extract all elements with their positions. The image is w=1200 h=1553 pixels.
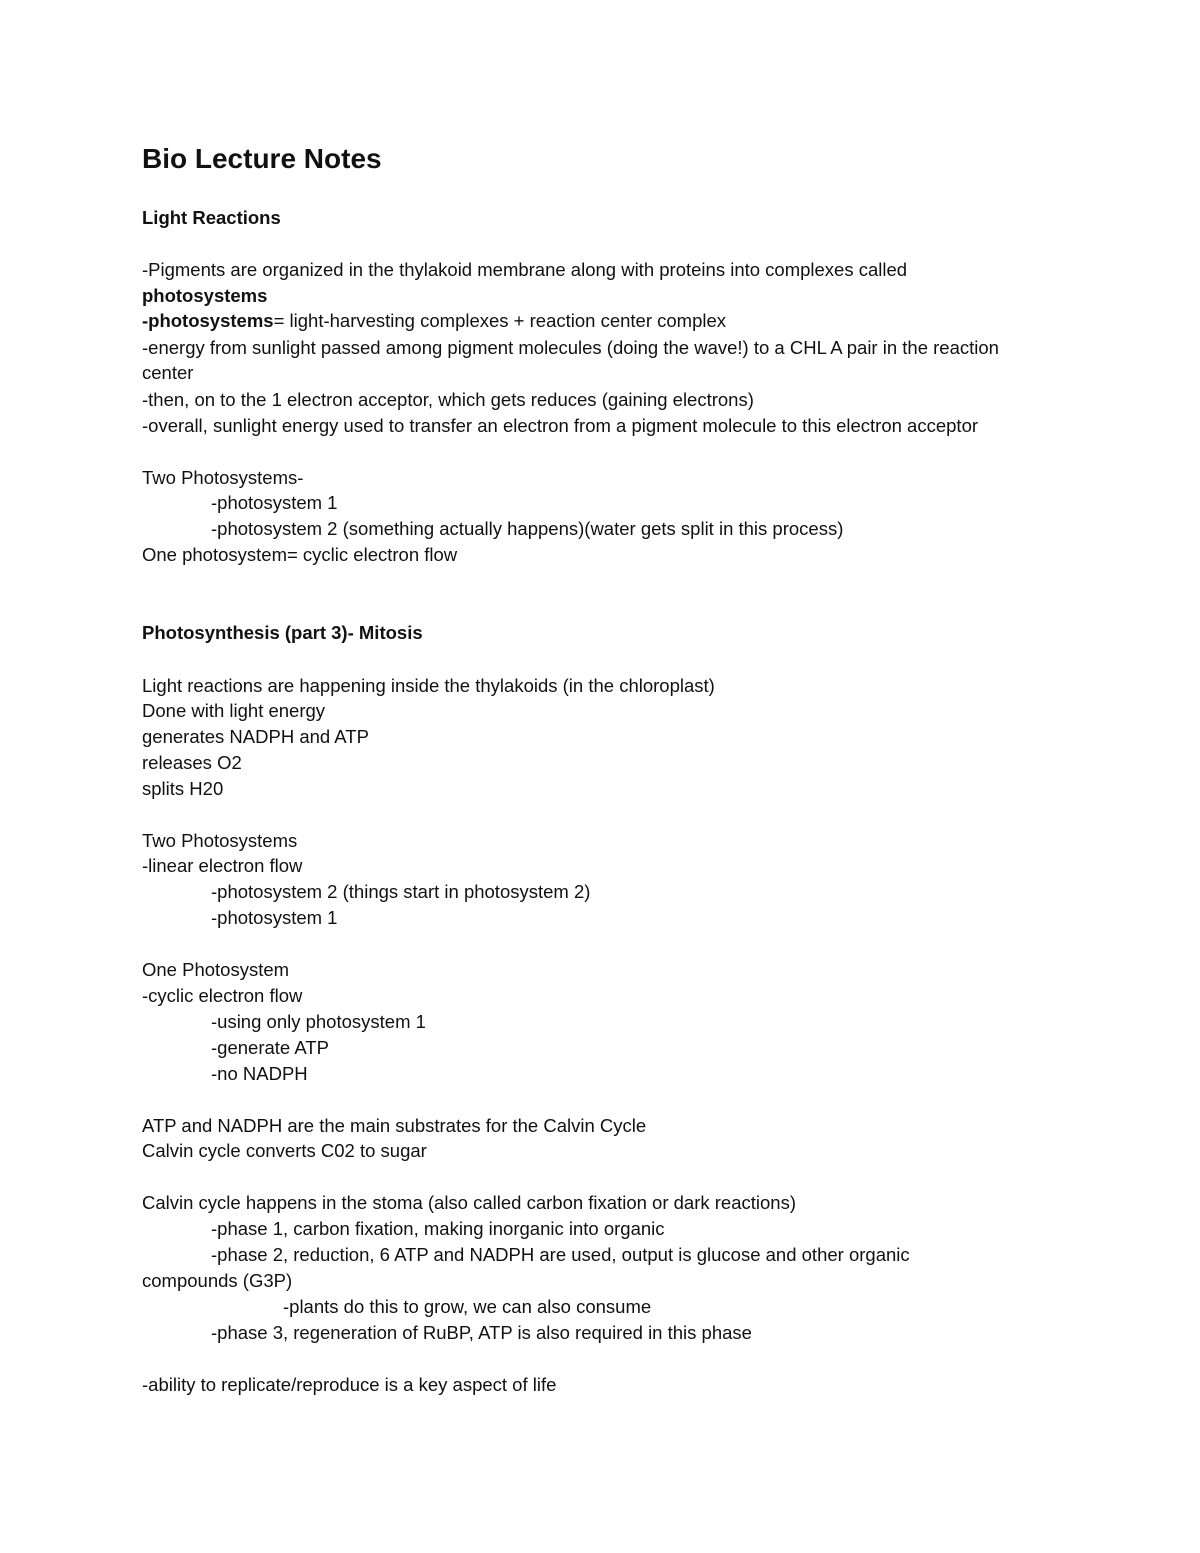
calvin-converts-line: Calvin cycle converts C02 to sugar [142, 1140, 427, 1161]
two-photosystems-label: Two Photosystems [142, 830, 298, 851]
photosystems-definition [142, 310, 726, 332]
then-line: -then, on to the 1 electron acceptor, which gets reduces (gaining electrons) [142, 389, 754, 410]
definition-text: = light-harvesting complexes + reaction center complex [273, 310, 727, 331]
fact-line: splits H20 [142, 778, 224, 799]
atp-nadph-line: ATP and NADPH are the main substrates for the Calvin Cycle [142, 1115, 647, 1136]
list-item: -using only photosystem 1 [211, 1011, 426, 1032]
definition-term: -photosystems [142, 310, 274, 331]
phase-2-line: -phase 2, reduction, 6 ATP and NADPH are used, output is glucose and other organic [211, 1244, 910, 1265]
overall-line: -overall, sunlight energy used to transfer an electron from a pigment molecule to this electron acceptor [142, 415, 979, 436]
fact-line: Done with light energy [142, 700, 326, 721]
fact-line: generates NADPH and ATP [142, 726, 369, 747]
fact-line: releases O2 [142, 752, 242, 773]
list-item: -photosystem 1 [211, 907, 338, 928]
energy-line-continued: center [142, 362, 194, 383]
ability-line: -ability to replicate/reproduce is a key aspect of life [142, 1374, 557, 1395]
phase-2-line-continued: compounds (G3P) [142, 1270, 293, 1291]
cyclic-flow-label: -cyclic electron flow [142, 985, 303, 1006]
list-item: -generate ATP [211, 1037, 329, 1058]
page-title: Bio Lecture Notes [142, 143, 382, 174]
linear-flow-label: -linear electron flow [142, 855, 303, 876]
fact-line: Light reactions are happening inside the thylakoids (in the chloroplast) [142, 675, 715, 696]
calvin-happens-line: Calvin cycle happens in the stoma (also called carbon fixation or dark reactions) [142, 1192, 796, 1213]
energy-line: -energy from sunlight passed among pigment molecules (doing the wave!) to a CHL A pair in the reaction [142, 337, 999, 358]
section-heading-photosynthesis: Photosynthesis (part 3)- Mitosis [142, 622, 423, 643]
one-photosystem-line: One photosystem= cyclic electron flow [142, 544, 458, 565]
list-item: -photosystem 2 (something actually happens)(water gets split in this process) [211, 518, 844, 539]
phase-3-line: -phase 3, regeneration of RuBP, ATP is also required in this phase [211, 1322, 752, 1343]
pigments-line: -Pigments are organized in the thylakoid membrane along with proteins into complexes called [142, 259, 908, 280]
list-item: -photosystem 1 [211, 492, 338, 513]
two-photosystems-label: Two Photosystems- [142, 467, 304, 488]
section-heading-light-reactions: Light Reactions [142, 207, 281, 228]
phase-2-subitem: -plants do this to grow, we can also consume [283, 1296, 652, 1317]
phase-1-line: -phase 1, carbon fixation, making inorganic into organic [211, 1218, 665, 1239]
list-item: -photosystem 2 (things start in photosystem 2) [211, 881, 591, 902]
one-photosystem-label: One Photosystem [142, 959, 290, 980]
list-item: -no NADPH [211, 1063, 308, 1084]
photosystems-bold-term: photosystems [142, 285, 268, 306]
